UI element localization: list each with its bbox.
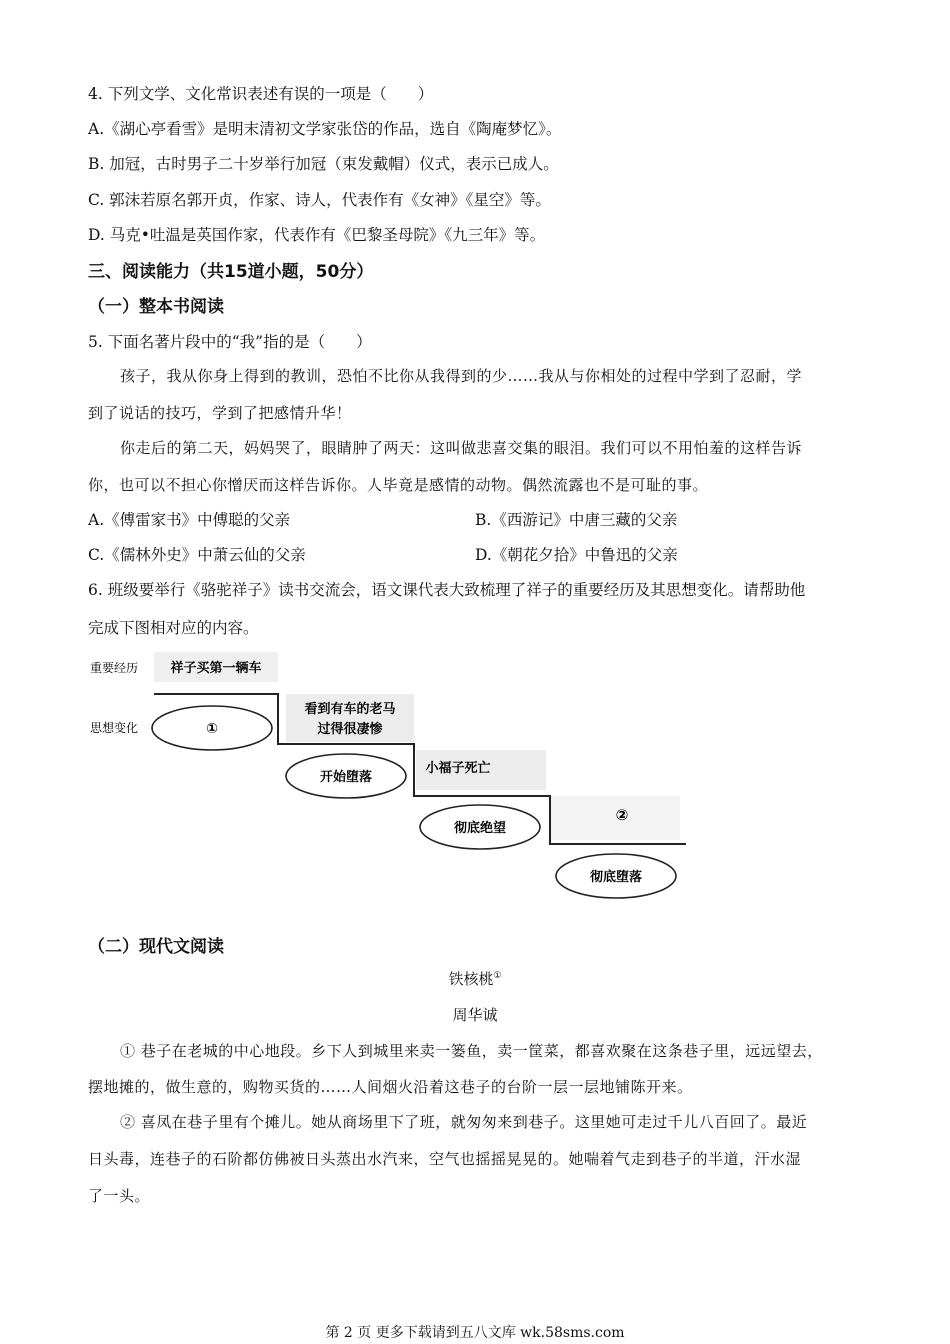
- article-paragraph-1-line-1: ① 巷子在老城的中心地段。乡下人到城里来卖一篓鱼，卖一筐菜，都喜欢聚在这条巷子里，远远望去，: [120, 1042, 823, 1060]
- page-footer: 第 2 页 更多下载请到五八文库 wk.58sms.com: [325, 1325, 625, 1341]
- row-label-experience: 重要经历: [90, 661, 139, 675]
- article-paragraph-2-line-1: ② 喜凤在巷子里有个摊儿。她从商场里下了班，就匆匆来到巷子。这里她可走过千儿八百回了。最近: [120, 1113, 808, 1131]
- question-4-option-d: D. 马克•吐温是英国作家，代表作有《巴黎圣母院》《九三年》等。: [88, 226, 546, 244]
- question-5-passage-line-1: 孩子，我从你身上得到的教训，恐怕不比你从我得到的少……我从与你相处的过程中学到了忍耐，学: [120, 367, 803, 385]
- thought-text-1: ①: [206, 721, 218, 737]
- question-5-option-c: C.《儒林外史》中萧云仙的父亲: [88, 546, 306, 564]
- question-5-option-a: A.《傅雷家书》中傅聪的父亲: [88, 511, 291, 529]
- question-5-passage-line-3: 你走后的第二天，妈妈哭了，眼睛肿了两天：这叫做悲喜交集的眼泪。我们可以不用怕羞的这样告诉: [120, 439, 803, 457]
- thought-text-4: 彻底堕落: [589, 870, 643, 885]
- question-5-option-d: D.《朝花夕拾》中鲁迅的父亲: [475, 546, 678, 564]
- question-5-passage-line-4: 你，也可以不担心你憎厌而这样告诉你。人毕竟是感情的动物。偶然流露也不是可耻的事。: [88, 476, 709, 494]
- experience-text-2a: 看到有车的老马: [304, 702, 396, 717]
- experience-text-3: 小福子死亡: [425, 761, 491, 776]
- question-4-option-c: C. 郭沫若原名郭开贞，作家、诗人，代表作有《女神》《星空》等。: [88, 191, 551, 209]
- part-1-heading: （一）整本书阅读: [88, 297, 224, 317]
- part-2-heading: （二）现代文阅读: [88, 937, 224, 957]
- question-6-stem-line-2: 完成下图相对应的内容。: [88, 619, 259, 637]
- experience-text-2b: 过得很凄惨: [317, 722, 383, 737]
- question-4-stem: 4. 下列文学、文化常识表述有误的一项是（ ）: [88, 85, 434, 103]
- question-5-option-b: B.《西游记》中唐三藏的父亲: [475, 511, 678, 529]
- question-5-passage-line-2: 到了说话的技巧，学到了把感情升华！: [88, 404, 352, 422]
- article-paragraph-1-line-2: 摆地摊的，做生意的，购物买货的……人间烟火沿着这巷子的台阶一层一层地铺陈开来。: [88, 1078, 693, 1096]
- question-4-option-b: B. 加冠，古时男子二十岁举行加冠（束发戴帽）仪式，表示已成人。: [88, 155, 559, 173]
- footnote-mark: ①: [493, 971, 502, 981]
- article-paragraph-2-line-2: 日头毒，连巷子的石阶都仿佛被日头蒸出水汽来，空气也摇摇晃晃的。她喘着气走到巷子的半道，汗水湿: [88, 1150, 802, 1168]
- experience-text-1: 祥子买第一辆车: [170, 661, 262, 676]
- thought-text-3: 彻底绝望: [453, 821, 507, 836]
- thought-text-2: 开始堕落: [319, 770, 373, 785]
- experience-text-4: ②: [615, 806, 629, 824]
- section-3-heading: 三、阅读能力（共15道小题，50分）: [88, 262, 374, 282]
- question-6-stem-line-1: 6. 班级要举行《骆驼祥子》读书交流会，语文课代表大致梳理了祥子的重要经历及其思想变化。请帮助他: [88, 581, 806, 599]
- article-title: 铁核桃①: [448, 970, 502, 988]
- article-paragraph-2-line-3: 了一头。: [88, 1187, 151, 1205]
- experience-thought-diagram: [88, 650, 708, 905]
- question-4-option-a: A.《湖心亭看雪》是明末清初文学家张岱的作品，选自《陶庵梦忆》。: [88, 120, 562, 138]
- row-label-thought: 思想变化: [90, 721, 139, 735]
- article-author: 周华诚: [452, 1006, 498, 1024]
- question-5-stem: 5. 下面名著片段中的“我”指的是（ ）: [88, 333, 372, 351]
